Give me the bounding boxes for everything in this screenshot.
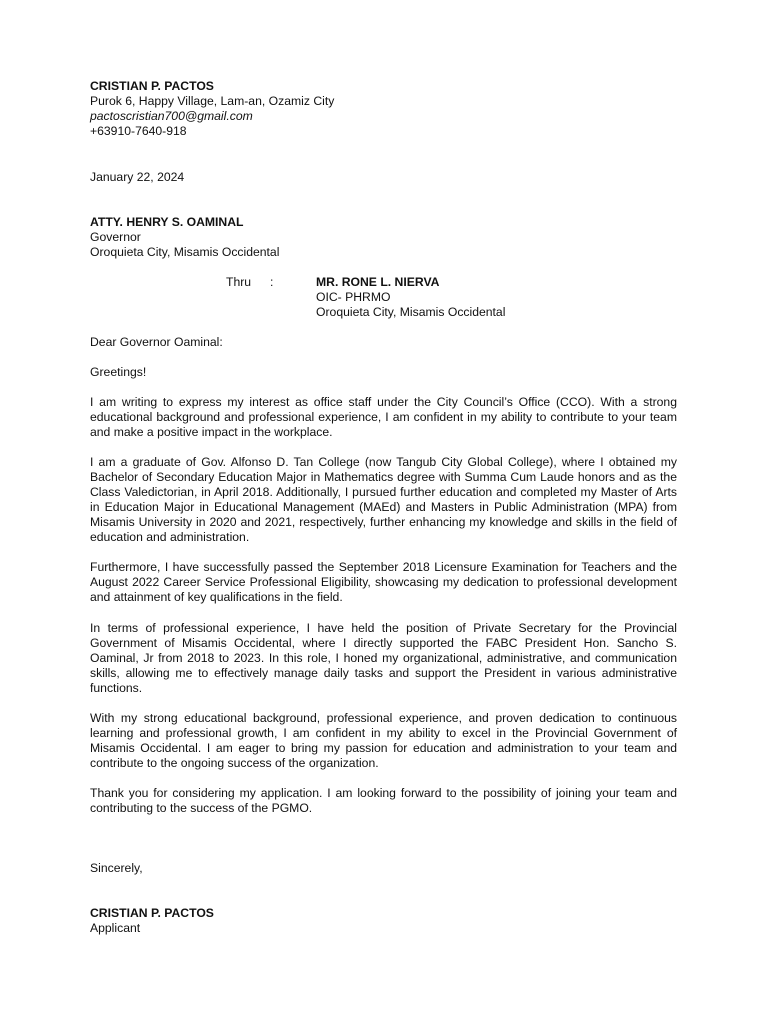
signatory-block (90, 906, 677, 936)
body-paragraph-4: In terms of professional experience, I have held the position of Private Secretary for the Provincial Government of Misamis Occidental, where I directly supported the FABC President Hon. Sancho S. Oaminal, Jr from 2018 to 2023. In this role, I honed my organizational, administrative, and communication skills, allowing me to effectively manage daily tasks and support the President in various administrative functions. (90, 621, 677, 696)
body-paragraph-1: I am writing to express my interest as office staff under the City Council’s Office (CCO). With a strong educational background and professional experience, I am confident in my ability to contribute to your team and make a positive impact in the workplace. (90, 395, 677, 440)
signatory-role: Applicant (90, 921, 141, 935)
closing (90, 861, 677, 876)
recipient-title: Governor (90, 230, 141, 244)
salutation (90, 335, 677, 350)
body-paragraph-6: Thank you for considering my application. I am looking forward to the possibility of joining your team and contributing to the success of the PGMO. (90, 786, 677, 816)
salutation-text: Dear Governor Oaminal: (90, 335, 223, 349)
thru-block (316, 275, 505, 320)
recipient-block (90, 215, 677, 260)
thru-location: Oroquieta City, Misamis Occidental (316, 305, 506, 319)
sender-block (90, 79, 677, 139)
letter-date (90, 170, 677, 185)
body-paragraph-3: Furthermore, I have successfully passed the September 2018 Licensure Examination for Teachers and the August 2022 Career Service Professional Eligibility, showcasing my dedication to professional development and attainment of key qualifications in the field. (90, 560, 677, 605)
greeting (90, 365, 677, 380)
recipient-name: ATTY. HENRY S. OAMINAL (90, 215, 244, 229)
body-paragraph-5: With my strong educational background, professional experience, and proven dedication to continuous learning and professional growth, I am confident in my ability to excel in the Provincial Government of Misamis Occidental. I am eager to bring my passion for education and administration to your team and contribute to the ongoing success of the organization. (90, 711, 677, 771)
sender-email: pactoscristian700@gmail.com (90, 109, 253, 123)
sender-address: Purok 6, Happy Village, Lam-an, Ozamiz City (90, 94, 335, 108)
sender-name: CRISTIAN P. PACTOS (90, 79, 214, 93)
thru-label: Thru (226, 275, 252, 289)
sender-phone: +63910-7640-918 (90, 124, 187, 138)
thru-title: OIC- PHRMO (316, 290, 391, 304)
body-paragraph-2: I am a graduate of Gov. Alfonso D. Tan College (now Tangub City Global College), where I obtained my Bachelor of Secondary Education Major in Mathematics degree with Summa Cum Laude honors and as the Class Valedictorian, in April 2018. Additionally, I pursued further education and completed my Master of Arts in Education Major in Educational Management (MAEd) and Masters in Public Administration (MPA) from Misamis University in 2020 and 2021, respectively, further enhancing my knowledge and skills in the field of education and administration. (90, 455, 677, 545)
recipient-location: Oroquieta City, Misamis Occidental (90, 245, 280, 259)
thru-name: MR. RONE L. NIERVA (316, 275, 440, 289)
thru-colon: : (270, 275, 274, 289)
date-text: January 22, 2024 (90, 170, 185, 184)
greeting-text: Greetings! (90, 365, 147, 379)
signatory-name: CRISTIAN P. PACTOS (90, 906, 214, 920)
closing-text: Sincerely, (90, 861, 143, 875)
